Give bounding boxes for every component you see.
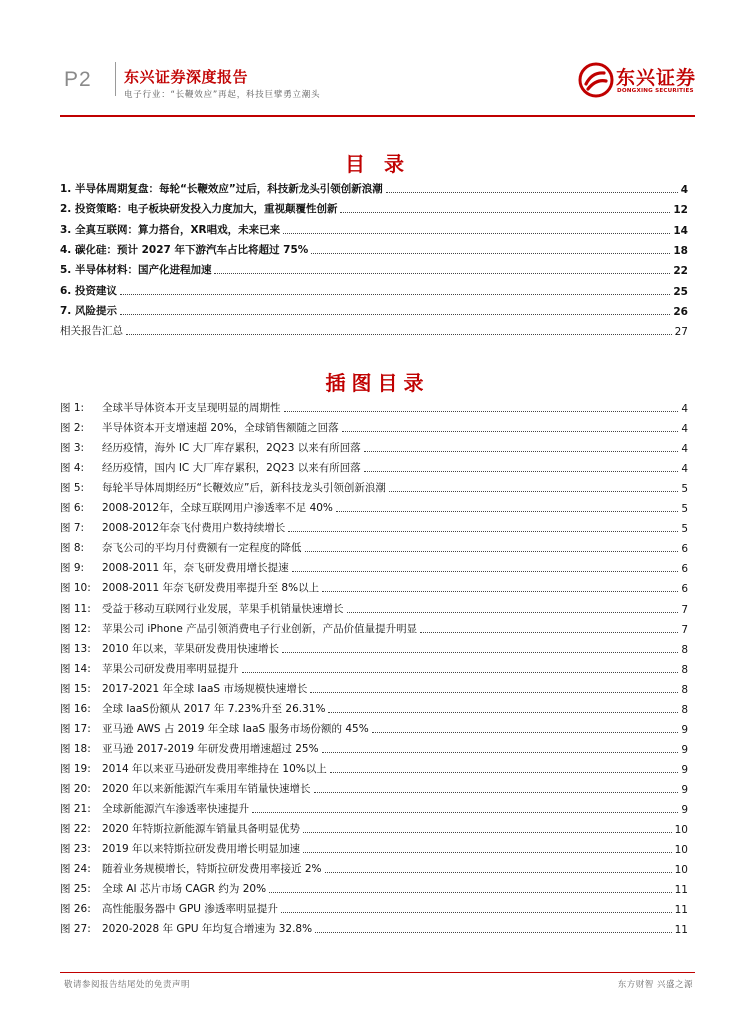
- leader-dots: [311, 252, 670, 254]
- figure-number: 图 15:: [60, 682, 91, 695]
- figure-page: 4: [681, 423, 688, 436]
- figure-page: 11: [674, 924, 688, 937]
- figure-page: 8: [681, 703, 688, 716]
- leader-dots: [284, 410, 679, 412]
- figure-number: 图 27:: [60, 923, 91, 936]
- toc-entry[interactable]: [60, 176, 688, 196]
- figure-page: 5: [681, 523, 688, 536]
- page-number: P2: [64, 68, 92, 91]
- figure-number: 图 20:: [60, 782, 91, 795]
- leader-dots: [347, 611, 679, 613]
- figure-entry[interactable]: [60, 776, 688, 796]
- figure-page: 4: [681, 403, 688, 415]
- figure-caption: 2020-2028 年 GPU 年均复合增速为 32.8%: [102, 923, 313, 936]
- figure-caption: 全球 IaaS份额从 2017 年 7.23%升至 26.31%: [102, 702, 326, 715]
- report-title: 东兴证券深度报告: [124, 68, 249, 86]
- toc-entry[interactable]: [60, 196, 688, 216]
- figure-caption: 奈飞公司的平均月付费额有一定程度的降低: [102, 542, 302, 555]
- figure-number: 图 21:: [60, 803, 91, 815]
- leader-dots: [288, 530, 678, 532]
- figure-list-title: 插图目录: [325, 371, 430, 395]
- toc-entry-page: 26: [673, 305, 688, 318]
- figure-number: 图 3:: [60, 442, 85, 455]
- logo-emblem-icon: [578, 62, 614, 98]
- figure-entry[interactable]: [60, 515, 688, 535]
- figure-page: 9: [681, 723, 688, 736]
- figure-caption: 半导体资本开支增速超 20%，全球销售额随之回落: [102, 422, 339, 435]
- figure-caption: 亚马逊 2017-2019 年研发费用增速超过 25%: [102, 742, 319, 755]
- figure-page: 10: [674, 824, 688, 837]
- leader-dots: [305, 550, 679, 552]
- leader-dots: [386, 191, 678, 193]
- toc-entry-label: 3. 全真互联网：算力搭台，XR唱戏，未来已来: [60, 223, 281, 236]
- figure-entry[interactable]: [60, 756, 688, 776]
- leader-dots: [420, 631, 678, 633]
- figure-number: 图 16:: [60, 702, 91, 715]
- figure-caption: 亚马逊 AWS 占 2019 年全球 IaaS 服务市场份额的 45%: [102, 722, 369, 735]
- figure-page: 9: [681, 743, 688, 756]
- figure-page: 9: [681, 783, 688, 796]
- leader-dots: [120, 293, 670, 295]
- leader-dots: [214, 272, 670, 274]
- figure-caption: 2017-2021 年全球 IaaS 市场规模快速增长: [102, 682, 308, 695]
- leader-dots: [340, 211, 670, 213]
- figure-entry[interactable]: [60, 676, 688, 696]
- leader-dots: [314, 791, 679, 793]
- figure-number: 图 8:: [60, 542, 85, 555]
- figure-number: 图 25:: [60, 883, 91, 896]
- toc-entry-label: 4. 碳化硅：预计 2027 年下游汽车占比将超过 75%: [60, 243, 309, 256]
- footer-rule: [60, 972, 695, 973]
- figure-entry[interactable]: [60, 616, 688, 636]
- leader-dots: [342, 430, 679, 432]
- toc-entry-page: 27: [674, 326, 688, 339]
- figure-number: 图 18:: [60, 742, 91, 755]
- leader-dots: [389, 490, 678, 492]
- figure-page: 4: [681, 463, 688, 476]
- figure-number: 图 26:: [60, 903, 91, 916]
- figure-caption: 2020 年以来新能源汽车乘用车销量快速增长: [102, 782, 311, 795]
- leader-dots: [126, 333, 672, 335]
- figure-caption: 全球半导体资本开支呈现明显的周期性: [102, 402, 281, 414]
- figure-entry[interactable]: [60, 916, 688, 936]
- figure-number: 图 19:: [60, 762, 91, 775]
- figure-number: 图 24:: [60, 863, 91, 876]
- figure-caption: 苹果公司 iPhone 产品引领消费电子行业创新，产品价值量提升明显: [102, 622, 418, 635]
- leader-dots: [328, 711, 678, 713]
- toc-entry[interactable]: [60, 298, 688, 318]
- leader-dots: [252, 811, 678, 813]
- leader-dots: [325, 871, 672, 873]
- leader-dots: [364, 470, 679, 472]
- toc-entry-label: 2. 投资策略：电子板块研发投入力度加大，重视颠覆性创新: [60, 203, 338, 216]
- figure-entry[interactable]: [60, 596, 688, 616]
- leader-dots: [292, 570, 679, 572]
- leader-dots: [269, 891, 672, 893]
- figure-entry[interactable]: [60, 896, 688, 916]
- figure-number: 图 6:: [60, 502, 85, 515]
- logo-english-name: DONGXING SECURITIES: [617, 88, 694, 94]
- figure-number: 图 5:: [60, 482, 85, 495]
- toc-entry-page: 14: [673, 224, 688, 237]
- figure-number: 图 13:: [60, 642, 91, 655]
- toc-entry-label: 5. 半导体材料：国产化进程加速: [60, 264, 212, 277]
- figure-number: 图 23:: [60, 843, 91, 856]
- figure-number: 图 12:: [60, 622, 91, 635]
- figure-number: 图 9:: [60, 562, 85, 575]
- figure-page: 9: [681, 763, 688, 776]
- figure-entry[interactable]: [60, 716, 688, 736]
- figure-page: 11: [674, 904, 688, 917]
- figure-entry[interactable]: [60, 475, 688, 495]
- leader-dots: [310, 691, 678, 693]
- figure-page: 4: [681, 443, 688, 456]
- figure-caption: 经历疫情，海外 IC 大厂库存累积，2Q23 以来有所回落: [102, 442, 361, 455]
- figure-caption: 2008-2011 年，奈飞研发费用增长提速: [102, 562, 289, 575]
- leader-dots: [283, 232, 670, 234]
- toc-entry-label: 7. 风险提示: [60, 304, 117, 317]
- figure-entry[interactable]: [60, 535, 688, 555]
- figure-entry[interactable]: [60, 656, 688, 676]
- figure-caption: 2008-2012年，全球互联网用户渗透率不足 40%: [102, 502, 333, 515]
- toc-entry[interactable]: [60, 318, 688, 338]
- figure-entry[interactable]: [60, 836, 688, 856]
- toc-entry-page: 18: [673, 244, 688, 257]
- figure-caption: 全球 AI 芯片市场 CAGR 约为 20%: [102, 883, 267, 896]
- figure-number: 图 17:: [60, 722, 91, 735]
- figure-caption: 2019 年以来特斯拉研发费用增长明显加速: [102, 843, 301, 856]
- figure-caption: 苹果公司研发费用率明显提升: [102, 662, 239, 675]
- figure-entry[interactable]: [60, 876, 688, 896]
- figure-page: 7: [681, 623, 688, 636]
- figure-number: 图 2:: [60, 422, 85, 435]
- leader-dots: [322, 590, 678, 592]
- figure-entry[interactable]: [60, 435, 688, 455]
- company-slogan: 东方财智 兴盛之源: [617, 980, 693, 990]
- toc-entry[interactable]: [60, 237, 688, 257]
- figure-caption: 全球新能源汽车渗透率快速提升: [102, 803, 249, 815]
- leader-dots: [372, 731, 679, 733]
- figure-caption: 受益于移动互联网行业发展，苹果手机销量快速增长: [102, 602, 344, 615]
- figure-caption: 2008-2011 年奈飞研发费用率提升至 8%以上: [102, 582, 320, 595]
- figure-caption: 2014 年以来亚马逊研发费用率维持在 10%以上: [102, 762, 327, 775]
- figure-caption: 2010 年以来，苹果研发费用快速增长: [102, 642, 280, 655]
- figure-number: 图 11:: [60, 602, 91, 615]
- figure-entry[interactable]: [60, 555, 688, 575]
- leader-dots: [242, 671, 679, 673]
- figure-page: 5: [681, 503, 688, 516]
- leader-dots: [330, 771, 679, 773]
- figure-page: 11: [674, 884, 688, 897]
- figure-page: 10: [674, 844, 688, 857]
- figure-page: 10: [674, 864, 688, 877]
- figure-entry[interactable]: [60, 395, 688, 415]
- leader-dots: [315, 931, 672, 933]
- figure-number: 图 1:: [60, 402, 85, 414]
- figure-page: 6: [681, 563, 688, 576]
- figure-caption: 随着业务规模增长，特斯拉研发费用率接近 2%: [102, 863, 322, 876]
- figure-entry[interactable]: [60, 415, 688, 435]
- header-rule: [60, 115, 695, 117]
- logo-name: 东兴证券: [616, 67, 697, 89]
- toc-entry-label: 相关报告汇总: [60, 325, 123, 338]
- toc-entry-page: 25: [673, 285, 688, 298]
- figure-number: 图 10:: [60, 582, 91, 595]
- report-subtitle: 电子行业：“长鞭效应”再起，科技巨擘勇立潮头: [124, 90, 321, 100]
- figure-entry[interactable]: [60, 736, 688, 756]
- toc-entry[interactable]: [60, 217, 688, 237]
- figure-page: 8: [681, 663, 688, 676]
- toc-entry[interactable]: [60, 257, 688, 277]
- figure-number: 图 14:: [60, 662, 91, 675]
- leader-dots: [120, 313, 670, 315]
- leader-dots: [303, 831, 672, 833]
- figure-entry[interactable]: [60, 636, 688, 656]
- figure-page: 5: [681, 483, 688, 496]
- figure-entry[interactable]: [60, 575, 688, 595]
- toc-entry-page: 22: [673, 265, 688, 278]
- figure-page: 9: [681, 804, 688, 816]
- figure-number: 图 22:: [60, 823, 91, 836]
- disclaimer-note: 敬请参阅报告结尾处的免责声明: [64, 980, 191, 990]
- figure-page: 6: [681, 583, 688, 596]
- toc-entry-label: 6. 投资建议: [60, 284, 117, 297]
- leader-dots: [364, 450, 679, 452]
- toc-entry-page: 4: [680, 184, 688, 196]
- figure-entry[interactable]: [60, 856, 688, 876]
- figure-entry[interactable]: [60, 495, 688, 515]
- figure-page: 8: [681, 643, 688, 656]
- figure-number: 图 7:: [60, 522, 85, 535]
- figure-caption: 高性能服务器中 GPU 渗透率明显提升: [102, 903, 278, 916]
- figure-entry[interactable]: [60, 696, 688, 716]
- toc-entry-label: 1. 半导体周期复盘：每轮“长鞭效应”过后，科技新龙头引领创新浪潮: [60, 183, 383, 195]
- figure-caption: 2020 年特斯拉新能源车销量具备明显优势: [102, 823, 301, 836]
- figure-entry[interactable]: [60, 816, 688, 836]
- figure-caption: 2008-2012年奈飞付费用户数持续增长: [102, 522, 286, 535]
- toc-entry-page: 12: [673, 204, 688, 217]
- leader-dots: [336, 510, 678, 512]
- leader-dots: [322, 751, 679, 753]
- toc-entry[interactable]: [60, 278, 688, 298]
- toc-title: 目 录: [345, 152, 410, 176]
- figure-page: 8: [681, 683, 688, 696]
- figure-caption: 经历疫情，国内 IC 大厂库存累积，2Q23 以来有所回落: [102, 462, 361, 475]
- figure-number: 图 4:: [60, 462, 85, 475]
- figure-caption: 每轮半导体周期经历“长鞭效应”后，新科技龙头引领创新浪潮: [102, 482, 386, 495]
- figure-entry[interactable]: [60, 455, 688, 475]
- leader-dots: [282, 651, 678, 653]
- figure-page: 7: [681, 603, 688, 616]
- leader-dots: [303, 851, 672, 853]
- leader-dots: [281, 911, 672, 913]
- figure-page: 6: [681, 543, 688, 556]
- figure-entry[interactable]: [60, 796, 688, 816]
- company-logo: [578, 60, 698, 104]
- header-divider: [115, 62, 116, 96]
